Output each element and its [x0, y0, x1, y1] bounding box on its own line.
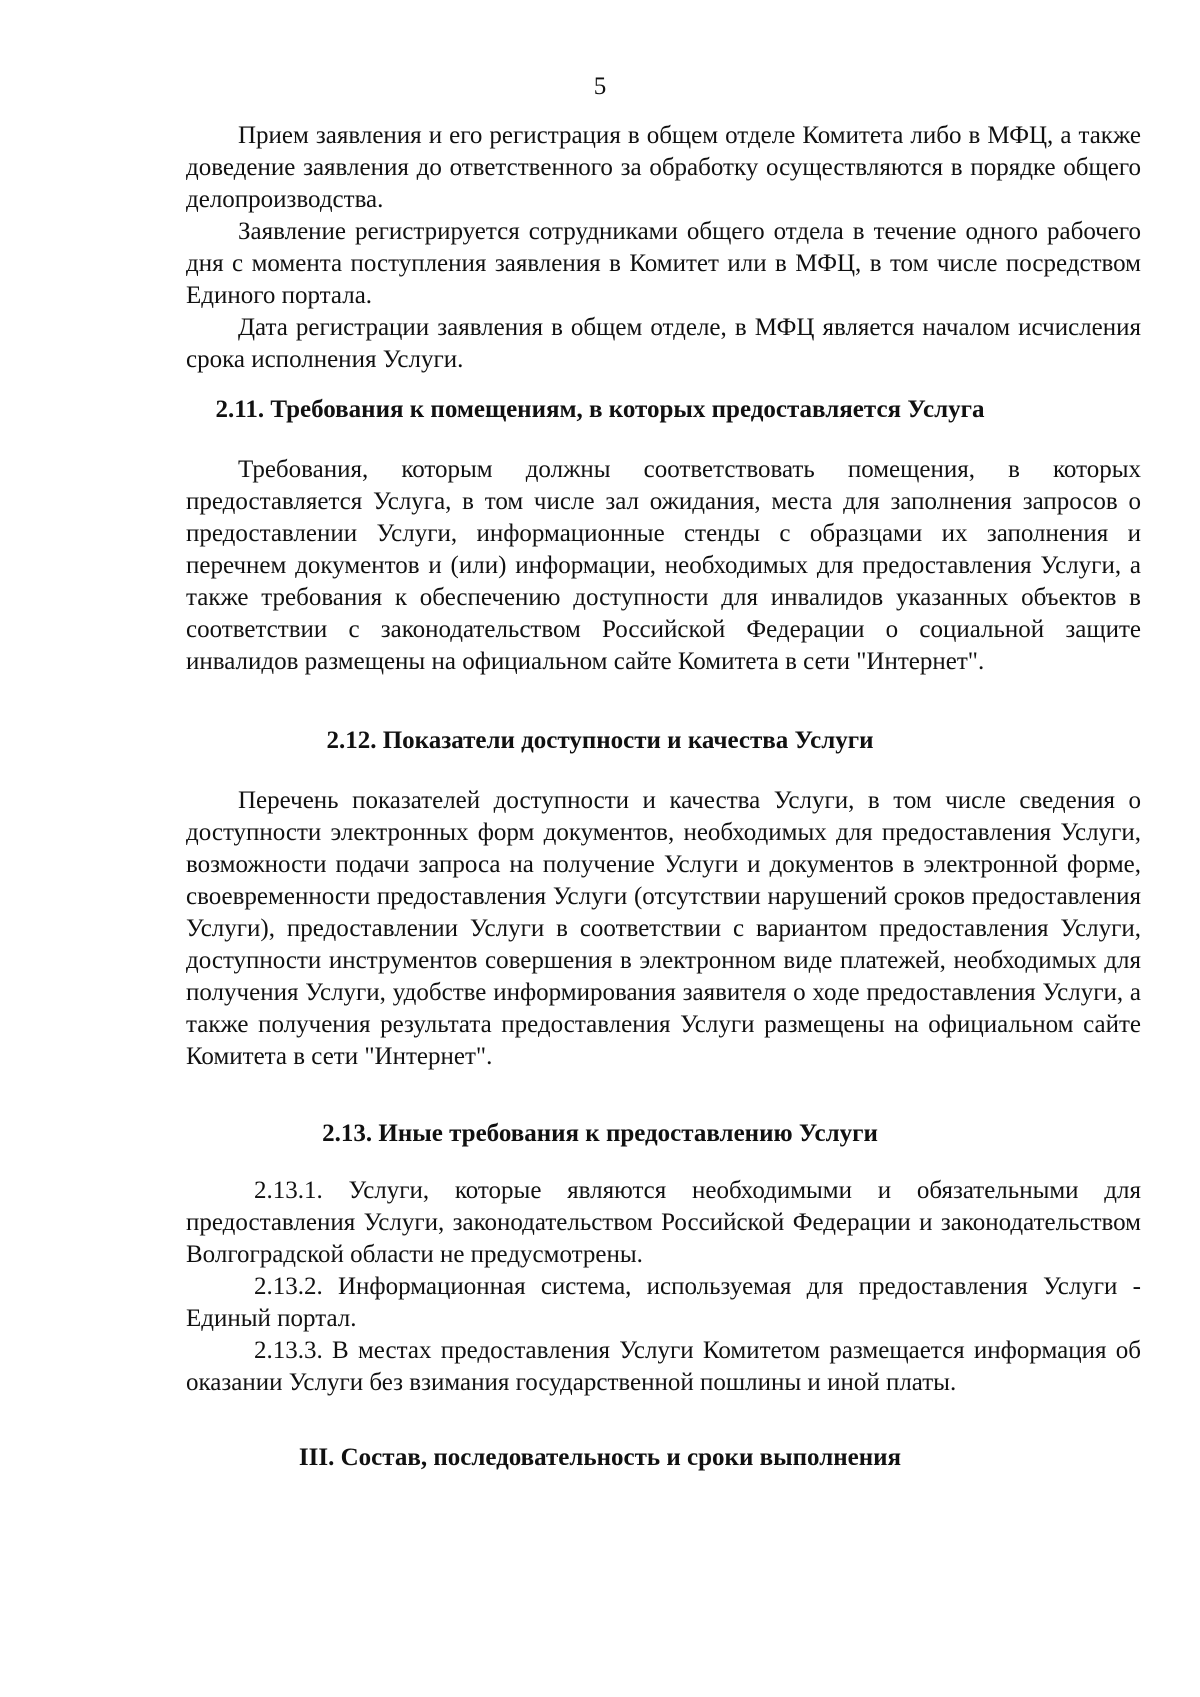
section-body-2-13 [186, 1175, 1141, 1399]
paragraph-premises-requirements: Требования, которым должны соответствовать помещения, в которых предоставляется Услуга, в том числе зал ожидания, места для заполнения запросов о предоставлении Услуги, информационные стенды с образцами их заполнения и перечнем документов и (или) информации, необходимых для предоставления Услуги, а также требования к обеспечению доступности для инвалидов указанных объектов в соответствии с законодательством Российской Федерации о социальной защите инвалидов размещены на официальном сайте Комитета в сети "Интернет". [186, 456, 1141, 675]
paragraph-registration-term: Заявление регистрируется сотрудниками общего отдела в течение одного рабочего дня с момента поступления заявления в Комитет или в МФЦ, в том числе посредством Единого портала. [186, 218, 1141, 309]
page-number: 5 [593, 73, 607, 100]
paragraph-2-13-3: 2.13.3. В местах предоставления Услуги Комитетом размещается информация об оказании Услуги без взимания государственной пошлины и иной платы. [186, 1337, 1141, 1396]
section-body-2-11 [186, 454, 1141, 678]
paragraph-2-13-1: 2.13.1. Услуги, которые являются необходимыми и обязательными для предоставления Услуги, законодательством Российской Федерации и законодательством Волгоградской области не предусмотрены. [186, 1177, 1141, 1268]
paragraph-2-13-2: 2.13.2. Информационная система, используемая для предоставления Услуги - Единый портал. [186, 1273, 1141, 1332]
section-body-2-12 [186, 785, 1141, 1073]
section-heading-2-11: 2.11. Требования к помещениям, в которых предоставляется Услуга [215, 396, 985, 423]
paragraph-quality-indicators: Перечень показателей доступности и качества Услуги, в том числе сведения о доступности электронных форм документов, необходимых для предоставления Услуги, возможности подачи запроса на получение Услуги и документов в электронной форме, своевременности предоставления Услуги (отсутствии нарушений сроков предоставления Услуги), предоставлении Услуги в соответствии с вариантом предоставления Услуги, доступности инструментов совершения в электронном виде платежей, необходимых для получения Услуги, удобстве информирования заявителя о ходе предоставления Услуги, а также получения результата предоставления Услуги размещены на официальном сайте Комитета в сети "Интернет". [186, 787, 1141, 1070]
paragraph-registration-order: Прием заявления и его регистрация в общем отделе Комитета либо в МФЦ, а также доведение заявления до ответственного за обработку осуществляются в порядке общего делопроизводства. [186, 122, 1141, 213]
intro-paragraphs [186, 120, 1141, 376]
section-heading-3: III. Состав, последовательность и сроки выполнения [298, 1444, 902, 1471]
section-heading-2-12: 2.12. Показатели доступности и качества Услуги [326, 727, 874, 754]
paragraph-registration-date: Дата регистрации заявления в общем отделе, в МФЦ является началом исчисления срока исполнения Услуги. [186, 314, 1141, 373]
section-heading-2-13: 2.13. Иные требования к предоставлению Услуги [322, 1120, 878, 1147]
